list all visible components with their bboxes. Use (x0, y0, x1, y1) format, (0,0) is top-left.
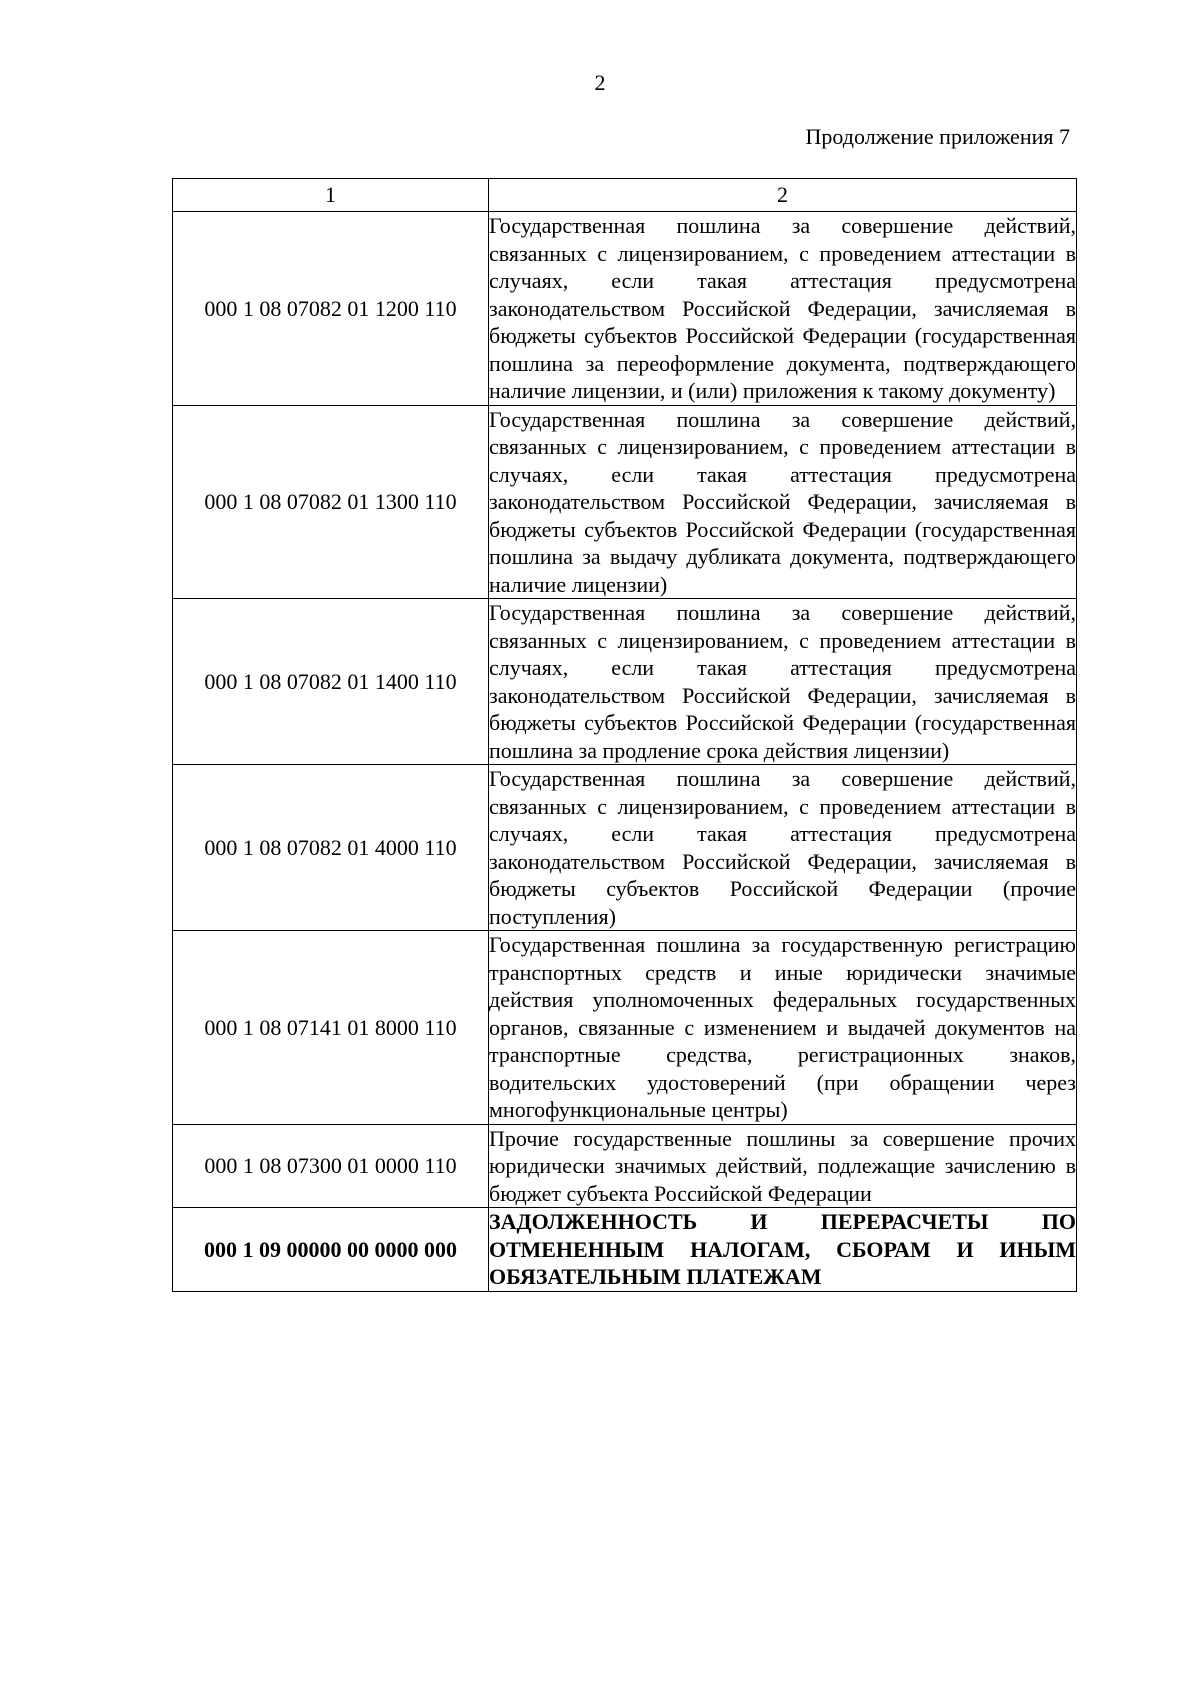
income-description: Государственная пошлина за государственную регистрацию транспортных средств и иные юридически значимые действия уполномоченных федеральных государственных органов, связанные с изменением и выдачей документов на транспортные средства, регистрационных знаков, водительских удостоверений (при обращении через многофункциональные центры) (489, 932, 1076, 1122)
classification-code: 000 1 08 07082 01 4000 110 (173, 765, 489, 931)
column-header-description: 2 (489, 179, 1077, 212)
table-row-section-heading (173, 1208, 1077, 1292)
classification-code: 000 1 08 07300 01 0000 110 (173, 1124, 489, 1208)
table-row (173, 212, 1077, 406)
table-row (173, 765, 1077, 931)
classification-code: 000 1 08 07082 01 1400 110 (173, 599, 489, 765)
income-description: Государственная пошлина за совершение действий, связанных с лицензированием, с проведением аттестации в случаях, если такая аттестация предусмотрена законодательством Российской Федерации, зачисляемая в бюджеты субъектов Российской Федерации (государственная пошлина за продление срока действия лицензии) (489, 600, 1076, 763)
table-row (173, 599, 1077, 765)
classification-code: 000 1 08 07141 01 8000 110 (173, 931, 489, 1125)
income-description: Государственная пошлина за совершение действий, связанных с лицензированием, с проведением аттестации в случаях, если такая аттестация предусмотрена законодательством Российской Федерации, зачисляемая в бюджеты субъектов Российской Федерации (прочие поступления) (489, 766, 1076, 929)
income-description: Прочие государственные пошлины за совершение прочих юридически значимых действий, подлежащие зачислению в бюджет субъекта Российской Федерации (489, 1125, 1076, 1206)
table-row (173, 1124, 1077, 1208)
table-row (173, 931, 1077, 1125)
column-header-code: 1 (173, 179, 489, 212)
income-description: Государственная пошлина за совершение действий, связанных с лицензированием, с проведением аттестации в случаях, если такая аттестация предусмотрена законодательством Российской Федерации, зачисляемая в бюджеты субъектов Российской Федерации (государственная пошлина за переоформление документа, подтверждающего наличие лицензии, и (или) приложения к такому документу) (489, 213, 1076, 403)
table-header-row (173, 179, 1077, 212)
classification-code: 000 1 09 00000 00 0000 000 (173, 1208, 489, 1292)
budget-classification-table (172, 178, 1077, 1292)
appendix-continuation-note: Продолжение приложения 7 (805, 124, 1070, 149)
income-description: Государственная пошлина за совершение действий, связанных с лицензированием, с проведением аттестации в случаях, если такая аттестация предусмотрена законодательством Российской Федерации, зачисляемая в бюджеты субъектов Российской Федерации (государственная пошлина за выдачу дубликата документа, подтверждающего наличие лицензии) (489, 406, 1076, 597)
table-row (173, 405, 1077, 599)
classification-code: 000 1 08 07082 01 1200 110 (173, 212, 489, 406)
page-number: 2 (594, 70, 606, 95)
classification-code: 000 1 08 07082 01 1300 110 (173, 405, 489, 599)
section-heading-description: ЗАДОЛЖЕННОСТЬ И ПЕРЕРАСЧЕТЫ ПО ОТМЕНЕННЫМ НАЛОГАМ, СБОРАМ И ИНЫМ ОБЯЗАТЕЛЬНЫМ ПЛАТЕЖАМ (489, 1209, 1076, 1289)
